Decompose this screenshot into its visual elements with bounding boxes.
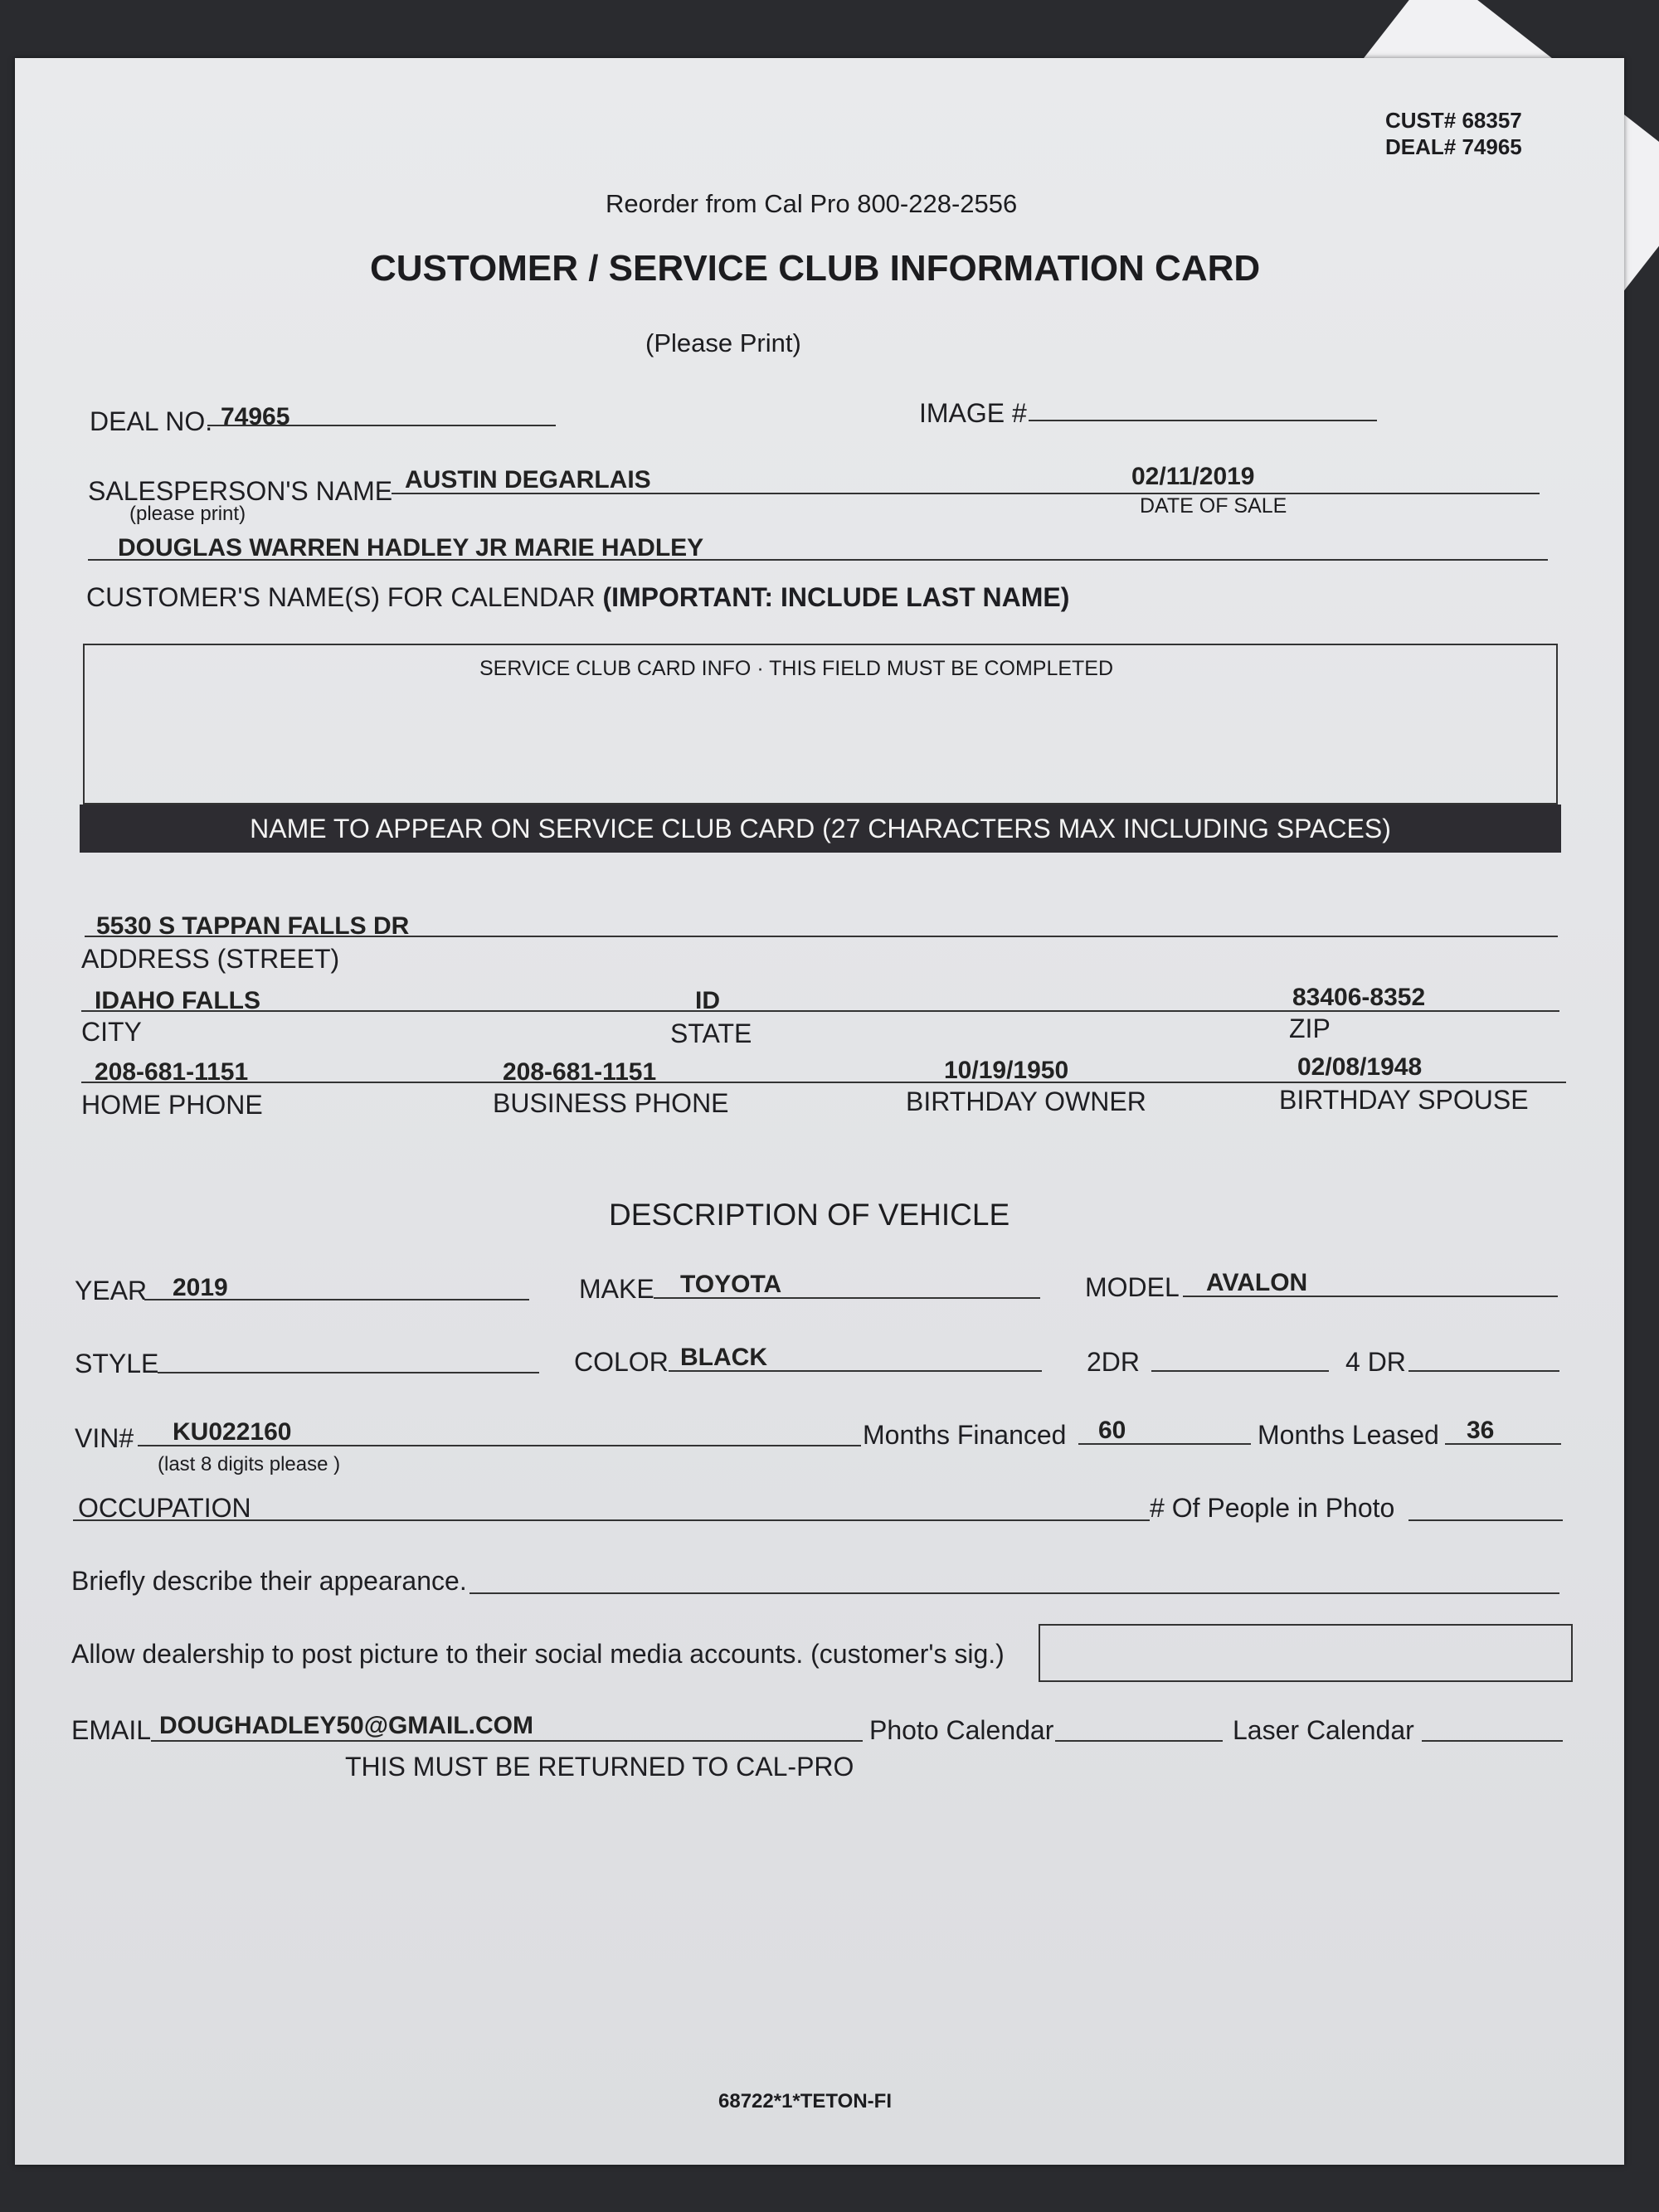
two-door-field[interactable] bbox=[1151, 1370, 1329, 1372]
laser-calendar-label: Laser Calendar bbox=[1233, 1715, 1414, 1745]
home-phone-value[interactable]: 208-681-1151 bbox=[95, 1058, 249, 1086]
color-value[interactable]: BLACK bbox=[680, 1344, 767, 1371]
customer-names-value[interactable]: DOUGLAS WARREN HADLEY JR MARIE HADLEY bbox=[118, 534, 704, 562]
deal-no-value[interactable]: 74965 bbox=[221, 403, 290, 430]
salesperson-hint: (please print) bbox=[129, 503, 246, 525]
two-door-label: 2DR bbox=[1087, 1347, 1141, 1377]
photo-calendar-label: Photo Calendar bbox=[869, 1715, 1054, 1745]
zip-value[interactable]: 83406-8352 bbox=[1292, 984, 1426, 1011]
city-label: CITY bbox=[81, 1017, 142, 1047]
deal-number: DEAL# 74965 bbox=[1385, 134, 1522, 159]
year-value[interactable]: 2019 bbox=[173, 1274, 228, 1301]
four-door-label: 4 DR bbox=[1345, 1347, 1406, 1377]
street-label: ADDRESS (STREET) bbox=[81, 944, 340, 974]
model-label: MODEL bbox=[1085, 1272, 1180, 1302]
people-in-photo-field[interactable] bbox=[1408, 1519, 1563, 1521]
please-print-note: (Please Print) bbox=[645, 328, 801, 357]
email-value[interactable]: DOUGHADLEY50@GMAIL.COM bbox=[159, 1712, 533, 1739]
vehicle-heading: DESCRIPTION OF VEHICLE bbox=[609, 1198, 1010, 1232]
street-value[interactable]: 5530 S TAPPAN FALLS DR bbox=[96, 912, 410, 940]
style-field[interactable] bbox=[158, 1372, 539, 1373]
four-door-field[interactable] bbox=[1408, 1370, 1559, 1372]
year-label: YEAR bbox=[75, 1276, 148, 1305]
make-label: MAKE bbox=[579, 1274, 654, 1304]
image-number-label: IMAGE # bbox=[919, 398, 1027, 428]
salesperson-value[interactable]: AUSTIN DEGARLAIS bbox=[405, 466, 651, 493]
business-phone-value[interactable]: 208-681-1151 bbox=[503, 1058, 657, 1086]
vin-value[interactable]: KU022160 bbox=[173, 1418, 292, 1446]
email-label: EMAIL bbox=[71, 1715, 152, 1745]
months-leased-label: Months Leased bbox=[1258, 1420, 1439, 1450]
social-media-label: Allow dealership to post picture to their social media accounts. (customer's sig.) bbox=[71, 1639, 1005, 1669]
footer-code: 68722*1*TETON-FI bbox=[718, 2090, 892, 2112]
birthday-spouse-value[interactable]: 02/08/1948 bbox=[1297, 1053, 1423, 1081]
birthday-owner-label: BIRTHDAY OWNER bbox=[906, 1087, 1146, 1116]
people-in-photo-label: # Of People in Photo bbox=[1150, 1493, 1395, 1523]
photo-calendar-field[interactable] bbox=[1055, 1740, 1223, 1742]
vin-hint: (last 8 digits please ) bbox=[158, 1453, 341, 1475]
laser-calendar-field[interactable] bbox=[1422, 1740, 1563, 1742]
months-financed-value[interactable]: 60 bbox=[1098, 1417, 1126, 1444]
occupation-field[interactable] bbox=[73, 1519, 1150, 1521]
service-club-heading: SERVICE CLUB CARD INFO · THIS FIELD MUST BE COMPLETED bbox=[479, 657, 1114, 680]
home-phone-label: HOME PHONE bbox=[81, 1090, 263, 1120]
appearance-field[interactable] bbox=[469, 1592, 1559, 1594]
information-card bbox=[15, 58, 1624, 2165]
months-leased-value[interactable]: 36 bbox=[1467, 1417, 1495, 1444]
page-title: CUSTOMER / SERVICE CLUB INFORMATION CARD bbox=[370, 248, 1261, 289]
state-label: STATE bbox=[670, 1018, 752, 1048]
state-value[interactable]: ID bbox=[695, 987, 720, 1014]
months-financed-label: Months Financed bbox=[863, 1420, 1067, 1450]
deal-no-label: DEAL NO. bbox=[90, 406, 213, 436]
model-value[interactable]: AVALON bbox=[1206, 1269, 1308, 1296]
birthday-spouse-label: BIRTHDAY SPOUSE bbox=[1279, 1085, 1529, 1115]
occupation-label: OCCUPATION bbox=[78, 1493, 251, 1523]
birthday-owner-value[interactable]: 10/19/1950 bbox=[944, 1057, 1069, 1084]
date-of-sale-label: DATE OF SALE bbox=[1140, 494, 1287, 518]
salesperson-label: SALESPERSON'S NAME bbox=[88, 476, 393, 506]
image-number-field[interactable] bbox=[1029, 420, 1377, 421]
signature-box[interactable] bbox=[1039, 1624, 1573, 1682]
business-phone-label: BUSINESS PHONE bbox=[493, 1088, 729, 1118]
customer-names-label: CUSTOMER'S NAME(S) FOR CALENDAR (IMPORTANT: INCLUDE LAST NAME) bbox=[86, 582, 1070, 612]
appearance-label: Briefly describe their appearance. bbox=[71, 1566, 467, 1596]
return-note: THIS MUST BE RETURNED TO CAL-PRO bbox=[345, 1752, 854, 1782]
cust-number: CUST# 68357 bbox=[1385, 108, 1522, 133]
city-value[interactable]: IDAHO FALLS bbox=[95, 987, 260, 1014]
vin-label: VIN# bbox=[75, 1423, 134, 1453]
make-value[interactable]: TOYOTA bbox=[680, 1271, 782, 1298]
zip-label: ZIP bbox=[1289, 1014, 1331, 1043]
color-label: COLOR bbox=[574, 1347, 669, 1377]
service-club-box[interactable] bbox=[83, 644, 1558, 805]
date-of-sale-value[interactable]: 02/11/2019 bbox=[1131, 463, 1255, 490]
style-label: STYLE bbox=[75, 1349, 159, 1378]
reorder-note: Reorder from Cal Pro 800-228-2556 bbox=[606, 189, 1018, 218]
service-club-banner: NAME TO APPEAR ON SERVICE CLUB CARD (27 CHARACTERS MAX INCLUDING SPACES) bbox=[80, 805, 1561, 853]
